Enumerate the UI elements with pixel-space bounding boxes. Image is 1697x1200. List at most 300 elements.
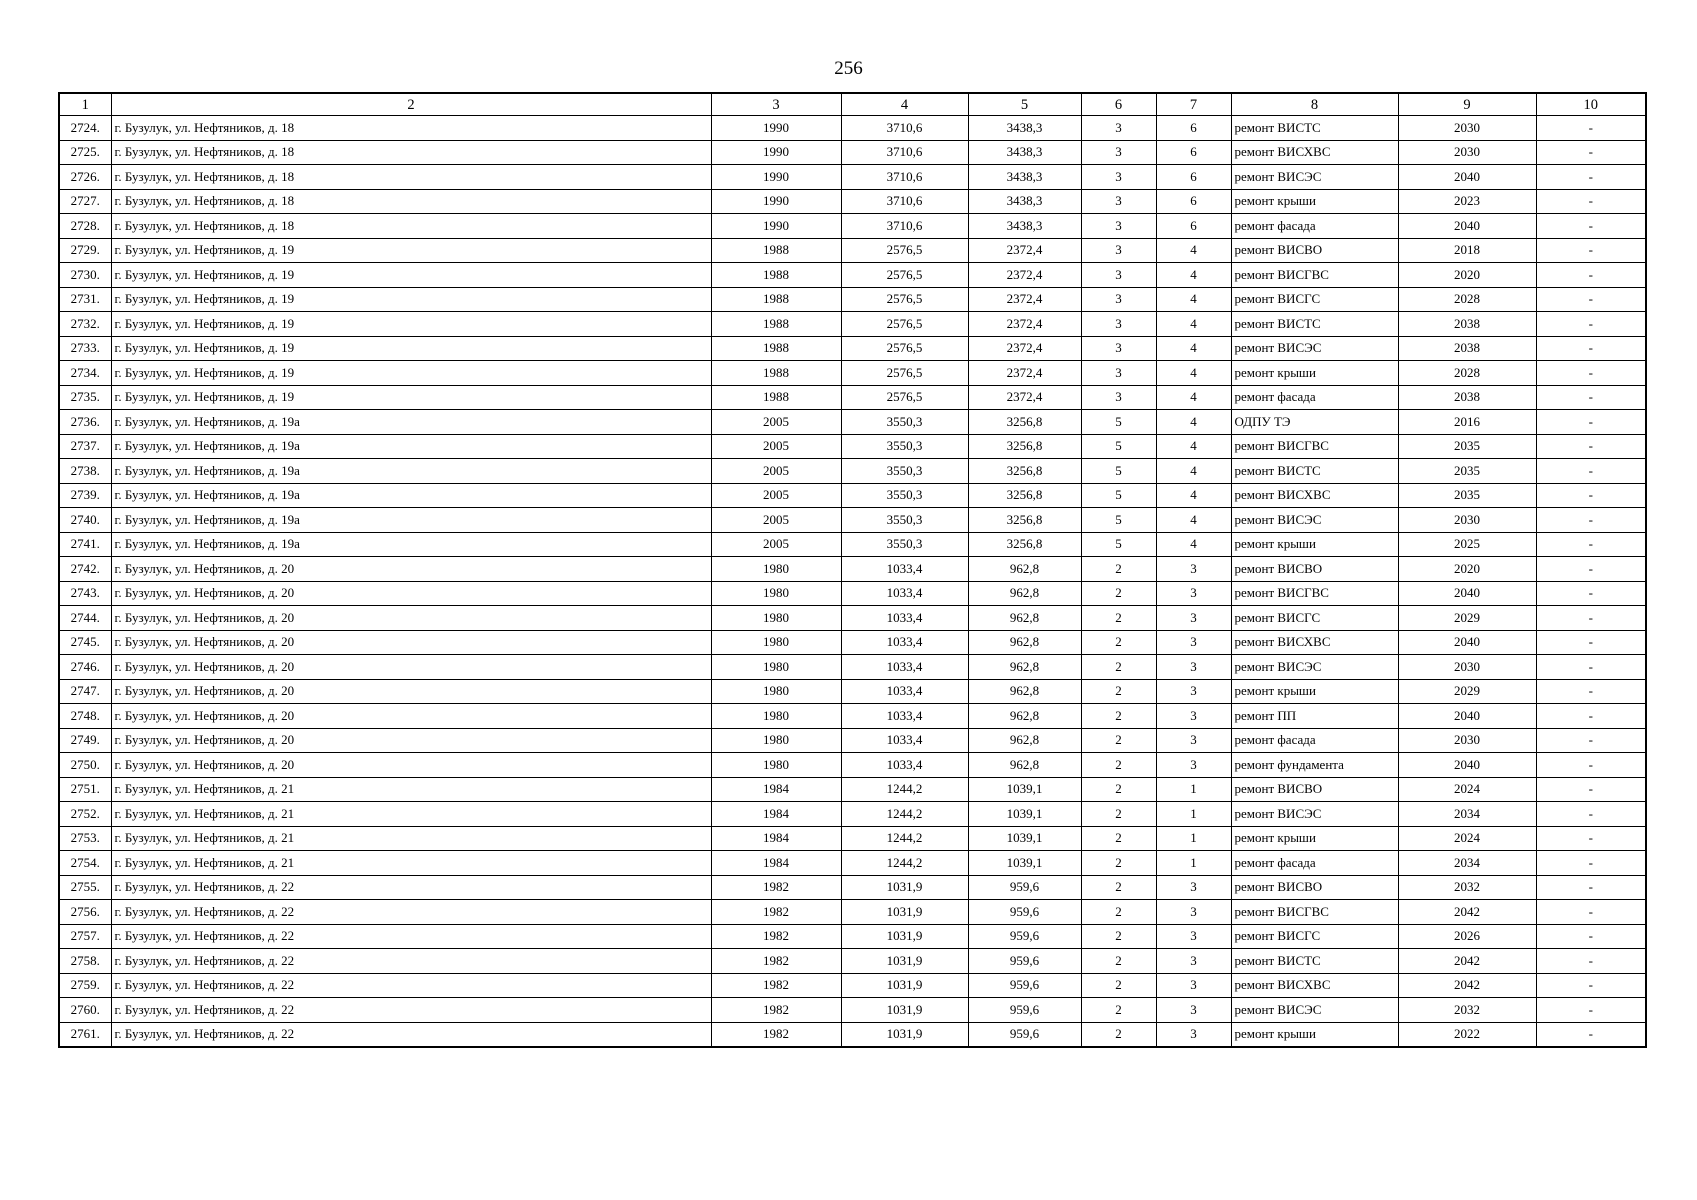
cell-entrances: 6 [1156, 165, 1231, 190]
cell-total-area: 1244,2 [841, 826, 968, 851]
cell-living-area: 959,6 [968, 875, 1081, 900]
cell-note: - [1536, 312, 1646, 337]
cell-floors: 2 [1081, 704, 1156, 729]
table-row [59, 949, 1646, 974]
cell-build-year: 1982 [711, 949, 841, 974]
cell-entrances: 6 [1156, 116, 1231, 141]
cell-total-area: 1033,4 [841, 581, 968, 606]
cell-work-type: ремонт ВИСЭС [1231, 165, 1398, 190]
cell-floors: 2 [1081, 826, 1156, 851]
cell-planned-year: 2023 [1398, 189, 1536, 214]
cell-living-area: 1039,1 [968, 777, 1081, 802]
cell-address: г. Бузулук, ул. Нефтяников, д. 19 [111, 336, 711, 361]
cell-address: г. Бузулук, ул. Нефтяников, д. 19а [111, 434, 711, 459]
cell-work-type: ремонт ВИСТС [1231, 949, 1398, 974]
cell-living-area: 962,8 [968, 704, 1081, 729]
cell-note: - [1536, 238, 1646, 263]
cell-row-number: 2742. [59, 557, 111, 582]
column-header: 10 [1536, 93, 1646, 116]
cell-address: г. Бузулук, ул. Нефтяников, д. 19 [111, 385, 711, 410]
cell-living-area: 2372,4 [968, 287, 1081, 312]
table-row [59, 238, 1646, 263]
cell-planned-year: 2042 [1398, 973, 1536, 998]
cell-living-area: 1039,1 [968, 802, 1081, 827]
cell-living-area: 2372,4 [968, 361, 1081, 386]
cell-total-area: 2576,5 [841, 287, 968, 312]
cell-row-number: 2757. [59, 924, 111, 949]
cell-floors: 3 [1081, 116, 1156, 141]
table-row [59, 287, 1646, 312]
cell-row-number: 2759. [59, 973, 111, 998]
cell-build-year: 1988 [711, 287, 841, 312]
cell-planned-year: 2018 [1398, 238, 1536, 263]
cell-planned-year: 2016 [1398, 410, 1536, 435]
cell-work-type: ремонт фасада [1231, 385, 1398, 410]
cell-living-area: 3438,3 [968, 189, 1081, 214]
cell-floors: 2 [1081, 924, 1156, 949]
cell-living-area: 3438,3 [968, 140, 1081, 165]
cell-address: г. Бузулук, ул. Нефтяников, д. 22 [111, 998, 711, 1023]
cell-row-number: 2736. [59, 410, 111, 435]
cell-build-year: 1982 [711, 973, 841, 998]
cell-planned-year: 2034 [1398, 851, 1536, 876]
cell-total-area: 3550,3 [841, 434, 968, 459]
cell-build-year: 1980 [711, 655, 841, 680]
cell-address: г. Бузулук, ул. Нефтяников, д. 21 [111, 851, 711, 876]
cell-planned-year: 2024 [1398, 826, 1536, 851]
cell-build-year: 1990 [711, 165, 841, 190]
cell-address: г. Бузулук, ул. Нефтяников, д. 19 [111, 238, 711, 263]
cell-work-type: ремонт ВИСВО [1231, 238, 1398, 263]
cell-row-number: 2732. [59, 312, 111, 337]
cell-floors: 5 [1081, 459, 1156, 484]
cell-work-type: ремонт фасада [1231, 728, 1398, 753]
cell-note: - [1536, 581, 1646, 606]
cell-planned-year: 2040 [1398, 165, 1536, 190]
cell-planned-year: 2040 [1398, 753, 1536, 778]
table-row [59, 483, 1646, 508]
cell-living-area: 959,6 [968, 998, 1081, 1023]
cell-build-year: 1980 [711, 728, 841, 753]
cell-work-type: ремонт ВИСТС [1231, 312, 1398, 337]
cell-build-year: 1982 [711, 998, 841, 1023]
table-row [59, 679, 1646, 704]
column-header: 5 [968, 93, 1081, 116]
cell-total-area: 3550,3 [841, 532, 968, 557]
cell-row-number: 2747. [59, 679, 111, 704]
cell-total-area: 3550,3 [841, 410, 968, 435]
header-row [59, 93, 1646, 116]
cell-build-year: 2005 [711, 508, 841, 533]
cell-work-type: ремонт ВИСГВС [1231, 900, 1398, 925]
cell-floors: 3 [1081, 165, 1156, 190]
cell-floors: 2 [1081, 581, 1156, 606]
cell-entrances: 3 [1156, 655, 1231, 680]
cell-floors: 5 [1081, 508, 1156, 533]
cell-living-area: 962,8 [968, 581, 1081, 606]
cell-work-type: ремонт ВИСГВС [1231, 581, 1398, 606]
cell-floors: 3 [1081, 214, 1156, 239]
cell-row-number: 2740. [59, 508, 111, 533]
cell-entrances: 3 [1156, 973, 1231, 998]
cell-address: г. Бузулук, ул. Нефтяников, д. 19а [111, 410, 711, 435]
cell-address: г. Бузулук, ул. Нефтяников, д. 20 [111, 728, 711, 753]
cell-work-type: ремонт ВИСВО [1231, 557, 1398, 582]
cell-build-year: 1984 [711, 851, 841, 876]
cell-note: - [1536, 630, 1646, 655]
cell-total-area: 2576,5 [841, 336, 968, 361]
cell-entrances: 3 [1156, 679, 1231, 704]
cell-row-number: 2751. [59, 777, 111, 802]
cell-entrances: 4 [1156, 385, 1231, 410]
table-row [59, 532, 1646, 557]
cell-build-year: 1982 [711, 900, 841, 925]
cell-note: - [1536, 214, 1646, 239]
cell-address: г. Бузулук, ул. Нефтяников, д. 22 [111, 924, 711, 949]
cell-total-area: 1033,4 [841, 753, 968, 778]
cell-address: г. Бузулук, ул. Нефтяников, д. 19а [111, 508, 711, 533]
cell-living-area: 3256,8 [968, 483, 1081, 508]
cell-note: - [1536, 140, 1646, 165]
cell-entrances: 3 [1156, 924, 1231, 949]
cell-address: г. Бузулук, ул. Нефтяников, д. 22 [111, 875, 711, 900]
table-row [59, 312, 1646, 337]
table-row [59, 826, 1646, 851]
cell-living-area: 3256,8 [968, 459, 1081, 484]
cell-total-area: 3710,6 [841, 116, 968, 141]
cell-row-number: 2725. [59, 140, 111, 165]
cell-floors: 2 [1081, 679, 1156, 704]
cell-address: г. Бузулук, ул. Нефтяников, д. 18 [111, 116, 711, 141]
cell-row-number: 2746. [59, 655, 111, 680]
cell-planned-year: 2030 [1398, 728, 1536, 753]
cell-build-year: 1990 [711, 189, 841, 214]
cell-build-year: 1982 [711, 875, 841, 900]
cell-total-area: 1033,4 [841, 655, 968, 680]
cell-row-number: 2754. [59, 851, 111, 876]
cell-floors: 5 [1081, 410, 1156, 435]
cell-living-area: 959,6 [968, 900, 1081, 925]
cell-planned-year: 2042 [1398, 900, 1536, 925]
cell-row-number: 2724. [59, 116, 111, 141]
table-row [59, 630, 1646, 655]
cell-row-number: 2761. [59, 1022, 111, 1047]
column-header: 3 [711, 93, 841, 116]
table-row [59, 973, 1646, 998]
cell-address: г. Бузулук, ул. Нефтяников, д. 18 [111, 189, 711, 214]
cell-address: г. Бузулук, ул. Нефтяников, д. 22 [111, 1022, 711, 1047]
cell-entrances: 3 [1156, 998, 1231, 1023]
cell-row-number: 2730. [59, 263, 111, 288]
cell-floors: 3 [1081, 361, 1156, 386]
cell-entrances: 4 [1156, 410, 1231, 435]
cell-address: г. Бузулук, ул. Нефтяников, д. 22 [111, 949, 711, 974]
cell-note: - [1536, 410, 1646, 435]
cell-total-area: 1031,9 [841, 998, 968, 1023]
cell-floors: 2 [1081, 557, 1156, 582]
cell-row-number: 2735. [59, 385, 111, 410]
cell-row-number: 2756. [59, 900, 111, 925]
cell-row-number: 2752. [59, 802, 111, 827]
cell-work-type: ремонт ВИСХВС [1231, 973, 1398, 998]
cell-entrances: 1 [1156, 826, 1231, 851]
cell-entrances: 4 [1156, 459, 1231, 484]
table-row [59, 385, 1646, 410]
cell-living-area: 962,8 [968, 630, 1081, 655]
cell-note: - [1536, 165, 1646, 190]
cell-build-year: 1982 [711, 1022, 841, 1047]
cell-floors: 3 [1081, 287, 1156, 312]
cell-work-type: ремонт ВИСГВС [1231, 434, 1398, 459]
cell-floors: 3 [1081, 385, 1156, 410]
cell-living-area: 2372,4 [968, 385, 1081, 410]
cell-work-type: ремонт крыши [1231, 189, 1398, 214]
cell-entrances: 4 [1156, 287, 1231, 312]
table-row [59, 875, 1646, 900]
cell-living-area: 3438,3 [968, 116, 1081, 141]
repair-schedule-table [58, 92, 1647, 1048]
cell-entrances: 3 [1156, 875, 1231, 900]
cell-total-area: 3710,6 [841, 165, 968, 190]
cell-living-area: 3256,8 [968, 508, 1081, 533]
cell-address: г. Бузулук, ул. Нефтяников, д. 19а [111, 483, 711, 508]
cell-entrances: 4 [1156, 238, 1231, 263]
cell-work-type: ремонт ВИСВО [1231, 777, 1398, 802]
table-row [59, 459, 1646, 484]
cell-floors: 2 [1081, 900, 1156, 925]
cell-planned-year: 2040 [1398, 630, 1536, 655]
cell-row-number: 2743. [59, 581, 111, 606]
cell-row-number: 2729. [59, 238, 111, 263]
cell-total-area: 1033,4 [841, 679, 968, 704]
cell-row-number: 2753. [59, 826, 111, 851]
cell-build-year: 2005 [711, 532, 841, 557]
table-row [59, 336, 1646, 361]
cell-note: - [1536, 973, 1646, 998]
table-row [59, 777, 1646, 802]
cell-entrances: 3 [1156, 581, 1231, 606]
cell-address: г. Бузулук, ул. Нефтяников, д. 20 [111, 557, 711, 582]
cell-build-year: 1980 [711, 753, 841, 778]
cell-planned-year: 2030 [1398, 116, 1536, 141]
cell-row-number: 2745. [59, 630, 111, 655]
cell-note: - [1536, 728, 1646, 753]
cell-total-area: 1033,4 [841, 630, 968, 655]
cell-entrances: 4 [1156, 532, 1231, 557]
cell-total-area: 3710,6 [841, 214, 968, 239]
cell-note: - [1536, 483, 1646, 508]
cell-note: - [1536, 532, 1646, 557]
cell-build-year: 1980 [711, 581, 841, 606]
cell-note: - [1536, 802, 1646, 827]
cell-work-type: ремонт фундамента [1231, 753, 1398, 778]
cell-build-year: 2005 [711, 410, 841, 435]
column-header: 9 [1398, 93, 1536, 116]
cell-note: - [1536, 875, 1646, 900]
table-row [59, 851, 1646, 876]
cell-planned-year: 2034 [1398, 802, 1536, 827]
cell-address: г. Бузулук, ул. Нефтяников, д. 19 [111, 263, 711, 288]
cell-floors: 2 [1081, 851, 1156, 876]
cell-planned-year: 2028 [1398, 287, 1536, 312]
cell-build-year: 2005 [711, 459, 841, 484]
cell-floors: 3 [1081, 140, 1156, 165]
cell-entrances: 3 [1156, 949, 1231, 974]
cell-total-area: 1031,9 [841, 973, 968, 998]
cell-living-area: 959,6 [968, 1022, 1081, 1047]
cell-address: г. Бузулук, ул. Нефтяников, д. 21 [111, 802, 711, 827]
cell-living-area: 2372,4 [968, 312, 1081, 337]
cell-planned-year: 2040 [1398, 581, 1536, 606]
cell-living-area: 962,8 [968, 728, 1081, 753]
cell-planned-year: 2030 [1398, 655, 1536, 680]
cell-floors: 5 [1081, 532, 1156, 557]
table-body [59, 116, 1646, 1048]
cell-note: - [1536, 655, 1646, 680]
cell-entrances: 1 [1156, 777, 1231, 802]
cell-planned-year: 2042 [1398, 949, 1536, 974]
cell-work-type: ремонт ВИСВО [1231, 875, 1398, 900]
cell-floors: 2 [1081, 998, 1156, 1023]
cell-living-area: 3256,8 [968, 410, 1081, 435]
cell-row-number: 2731. [59, 287, 111, 312]
cell-living-area: 962,8 [968, 655, 1081, 680]
cell-build-year: 1988 [711, 238, 841, 263]
cell-note: - [1536, 361, 1646, 386]
cell-work-type: ремонт крыши [1231, 361, 1398, 386]
cell-note: - [1536, 998, 1646, 1023]
cell-planned-year: 2038 [1398, 312, 1536, 337]
cell-total-area: 1244,2 [841, 802, 968, 827]
table-row [59, 116, 1646, 141]
cell-address: г. Бузулук, ул. Нефтяников, д. 20 [111, 630, 711, 655]
cell-entrances: 3 [1156, 753, 1231, 778]
cell-work-type: ОДПУ ТЭ [1231, 410, 1398, 435]
cell-planned-year: 2026 [1398, 924, 1536, 949]
cell-planned-year: 2029 [1398, 606, 1536, 631]
cell-work-type: ремонт крыши [1231, 826, 1398, 851]
cell-address: г. Бузулук, ул. Нефтяников, д. 19 [111, 287, 711, 312]
cell-build-year: 1980 [711, 557, 841, 582]
cell-address: г. Бузулук, ул. Нефтяников, д. 19 [111, 312, 711, 337]
cell-row-number: 2755. [59, 875, 111, 900]
table-row [59, 802, 1646, 827]
cell-work-type: ремонт ВИСТС [1231, 116, 1398, 141]
column-header: 8 [1231, 93, 1398, 116]
table-row [59, 410, 1646, 435]
page-number: 256 [834, 58, 863, 79]
cell-work-type: ремонт ВИСТС [1231, 459, 1398, 484]
column-header: 7 [1156, 93, 1231, 116]
cell-planned-year: 2035 [1398, 483, 1536, 508]
cell-entrances: 4 [1156, 336, 1231, 361]
cell-total-area: 1033,4 [841, 557, 968, 582]
cell-work-type: ремонт ВИСХВС [1231, 630, 1398, 655]
cell-build-year: 1980 [711, 704, 841, 729]
cell-total-area: 1031,9 [841, 875, 968, 900]
cell-note: - [1536, 263, 1646, 288]
cell-entrances: 3 [1156, 557, 1231, 582]
cell-row-number: 2728. [59, 214, 111, 239]
cell-total-area: 1244,2 [841, 851, 968, 876]
table-row [59, 704, 1646, 729]
cell-planned-year: 2030 [1398, 140, 1536, 165]
table-row [59, 998, 1646, 1023]
cell-total-area: 1033,4 [841, 728, 968, 753]
column-header: 2 [111, 93, 711, 116]
cell-total-area: 1033,4 [841, 606, 968, 631]
cell-work-type: ремонт фасада [1231, 851, 1398, 876]
table-row [59, 434, 1646, 459]
cell-build-year: 1988 [711, 361, 841, 386]
table-row [59, 508, 1646, 533]
cell-planned-year: 2028 [1398, 361, 1536, 386]
cell-entrances: 4 [1156, 508, 1231, 533]
cell-note: - [1536, 1022, 1646, 1047]
table-row [59, 1022, 1646, 1047]
cell-entrances: 6 [1156, 214, 1231, 239]
cell-entrances: 6 [1156, 140, 1231, 165]
cell-build-year: 2005 [711, 483, 841, 508]
cell-row-number: 2741. [59, 532, 111, 557]
cell-total-area: 2576,5 [841, 238, 968, 263]
cell-build-year: 1990 [711, 214, 841, 239]
cell-floors: 3 [1081, 238, 1156, 263]
cell-total-area: 1244,2 [841, 777, 968, 802]
cell-total-area: 3550,3 [841, 459, 968, 484]
cell-planned-year: 2024 [1398, 777, 1536, 802]
cell-note: - [1536, 826, 1646, 851]
cell-floors: 2 [1081, 630, 1156, 655]
cell-row-number: 2760. [59, 998, 111, 1023]
cell-note: - [1536, 434, 1646, 459]
cell-work-type: ремонт ВИСЭС [1231, 998, 1398, 1023]
cell-living-area: 962,8 [968, 557, 1081, 582]
cell-entrances: 4 [1156, 263, 1231, 288]
cell-build-year: 1984 [711, 802, 841, 827]
cell-note: - [1536, 900, 1646, 925]
cell-living-area: 959,6 [968, 924, 1081, 949]
cell-row-number: 2750. [59, 753, 111, 778]
cell-total-area: 3550,3 [841, 483, 968, 508]
table-row [59, 606, 1646, 631]
cell-build-year: 1988 [711, 312, 841, 337]
cell-living-area: 1039,1 [968, 826, 1081, 851]
cell-build-year: 1980 [711, 679, 841, 704]
cell-row-number: 2737. [59, 434, 111, 459]
cell-build-year: 1990 [711, 140, 841, 165]
cell-note: - [1536, 189, 1646, 214]
cell-work-type: ремонт крыши [1231, 532, 1398, 557]
cell-planned-year: 2032 [1398, 875, 1536, 900]
table-row [59, 900, 1646, 925]
cell-living-area: 1039,1 [968, 851, 1081, 876]
table-row [59, 214, 1646, 239]
cell-work-type: ремонт ВИСГС [1231, 924, 1398, 949]
cell-entrances: 1 [1156, 802, 1231, 827]
cell-entrances: 4 [1156, 361, 1231, 386]
cell-work-type: ремонт ВИСХВС [1231, 483, 1398, 508]
table-row [59, 728, 1646, 753]
cell-work-type: ремонт ВИСЭС [1231, 336, 1398, 361]
cell-row-number: 2758. [59, 949, 111, 974]
cell-note: - [1536, 336, 1646, 361]
cell-floors: 2 [1081, 606, 1156, 631]
cell-address: г. Бузулук, ул. Нефтяников, д. 20 [111, 679, 711, 704]
cell-floors: 2 [1081, 728, 1156, 753]
cell-floors: 2 [1081, 875, 1156, 900]
cell-living-area: 2372,4 [968, 238, 1081, 263]
